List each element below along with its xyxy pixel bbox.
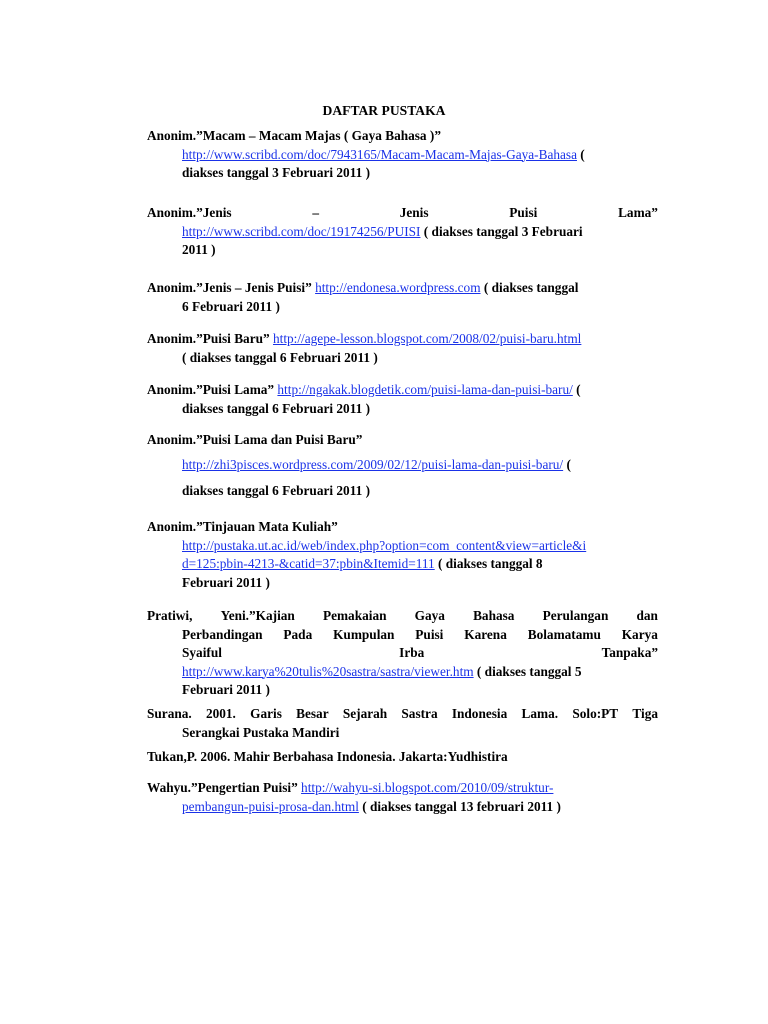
reference-text: ( diakses tanggal 5 (473, 663, 582, 679)
reference-author: Anonim.”Macam – Macam Majas ( Gaya Bahasa )” (147, 128, 441, 143)
reference-entry (147, 330, 658, 367)
reference-link[interactable]: pembangun-puisi-prosa-dan.html (182, 798, 359, 814)
reference-link[interactable]: http://www.karya%20tulis%20sastra/sastra/viewer.htm (182, 663, 474, 679)
reference-entry (147, 431, 658, 450)
reference-author: Pratiwi, Yeni.”Kajian Pemakaian Gaya Bahasa Perulangan dan (147, 608, 658, 623)
reference-entry (147, 748, 658, 767)
reference-access-date: 2011 ) (182, 242, 216, 257)
reference-entry (147, 381, 658, 418)
reference-entry (147, 279, 658, 316)
reference-entry (147, 607, 658, 700)
reference-entry (147, 705, 658, 742)
reference-title: Syaiful Irba Tanpaka” (182, 645, 658, 660)
reference-author: Anonim.”Jenis – Jenis Puisi” (147, 280, 316, 295)
reference-link[interactable]: http://ngakak.blogdetik.com/puisi-lama-dan-puisi-baru/ (277, 382, 573, 397)
reference-access-date: Februari 2011 ) (182, 574, 270, 590)
reference-text: ( (563, 457, 571, 472)
reference-text: ( diakses tanggal 3 Februari (420, 223, 583, 239)
reference-access-date: diakses tanggal 6 Februari 2011 ) (182, 400, 371, 416)
reference-text: ( diakses tanggal 8 (434, 556, 543, 571)
reference-link[interactable]: http://agepe-lesson.blogspot.com/2008/02/puisi-baru.html (272, 331, 582, 346)
reference-access-date: 6 Februari 2011 ) (182, 298, 280, 314)
reference-text: ( (572, 382, 581, 397)
reference-link[interactable]: http://zhi3pisces.wordpress.com/2009/02/12/puisi-lama-dan-puisi-baru/ (182, 457, 564, 472)
reference-link[interactable]: d=125:pbin-4213-&catid=37:pbin&Itemid=111 (182, 556, 435, 571)
reference-author: Anonim.”Puisi Lama dan Puisi Baru” (147, 432, 363, 447)
reference-text: ( diakses tanggal (480, 280, 579, 295)
reference-publisher: Serangkai Pustaka Mandiri (182, 724, 340, 740)
reference-link[interactable]: http://pustaka.ut.ac.id/web/index.php?option=com_content&view=article&i (182, 537, 587, 553)
reference-text: ( (576, 146, 585, 162)
reference-entry (147, 518, 658, 592)
page-title: DAFTAR PUSTAKA (322, 103, 446, 118)
reference-author: Anonim.”Jenis – Jenis Puisi Lama” (147, 205, 658, 220)
reference-entry (147, 204, 658, 260)
reference-author: Anonim.”Puisi Baru” (147, 331, 273, 346)
reference-text: ( diakses tanggal 13 februari 2011 ) (358, 798, 561, 814)
reference-entry (147, 779, 658, 816)
reference-author: Wahyu.”Pengertian Puisi” (147, 780, 302, 795)
reference-link[interactable]: http://wahyu-si.blogspot.com/2010/09/struktur- (301, 780, 554, 795)
reference-link[interactable]: http://www.scribd.com/doc/7943165/Macam-Macam-Majas-Gaya-Bahasa (182, 146, 577, 162)
reference-author: Surana. 2001. Garis Besar Sejarah Sastra Indonesia Lama. Solo:PT Tiga (147, 706, 658, 721)
reference-author: Anonim.”Puisi Lama” (147, 382, 278, 397)
reference-access-date: Februari 2011 ) (182, 682, 270, 697)
reference-entry (147, 127, 658, 183)
reference-access-date: ( diakses tanggal 6 Februari 2011 ) (182, 349, 378, 365)
reference-author: Anonim.”Tinjauan Mata Kuliah” (147, 519, 338, 534)
reference-access-date: diakses tanggal 3 Februari 2011 ) (182, 165, 371, 180)
reference-title: Perbandingan Pada Kumpulan Puisi Karena Bolamatamu Karya (182, 626, 658, 642)
reference-link[interactable]: http://www.scribd.com/doc/19174256/PUISI (182, 223, 421, 239)
reference-author: Tukan,P. 2006. Mahir Berbahasa Indonesia. Jakarta:Yudhistira (147, 749, 508, 764)
reference-link[interactable]: http://endonesa.wordpress.com (315, 280, 481, 295)
reference-access-date: diakses tanggal 6 Februari 2011 ) (182, 483, 371, 498)
